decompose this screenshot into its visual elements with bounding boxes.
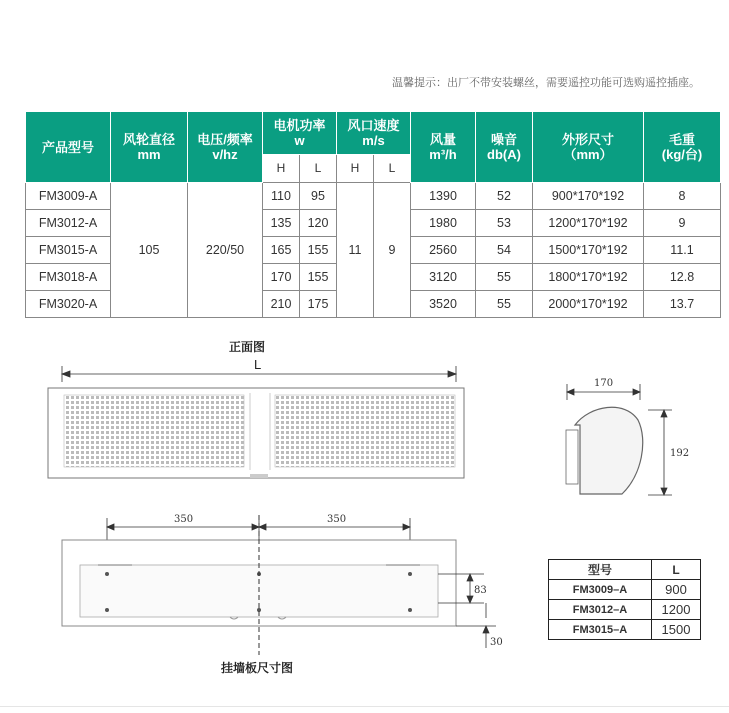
header-noise: 噪音 db(A): [476, 112, 533, 183]
spacing-left-label: 350: [174, 514, 194, 525]
header-power-l: L: [300, 154, 337, 182]
cell-power-h: 135: [263, 210, 300, 237]
cell-power-l: 155: [300, 237, 337, 264]
cell-airflow: 1390: [411, 183, 476, 210]
technical-drawing: [0, 330, 729, 706]
cell-airflow: 3520: [411, 291, 476, 318]
cell-size: 900*170*192: [533, 183, 644, 210]
cell-model: FM3012-A: [26, 210, 111, 237]
mini-cell-l: 900: [652, 580, 701, 600]
front-dim-label: L: [254, 357, 262, 372]
front-view-title: 正面图: [229, 340, 266, 354]
cell-noise: 55: [476, 264, 533, 291]
header-speed-l: L: [374, 154, 411, 182]
mini-header-l: L: [652, 560, 701, 580]
header-voltage: 电压/频率 v/hz: [188, 112, 263, 183]
cell-model: FM3015-A: [26, 237, 111, 264]
header-wheel: 风轮直径 mm: [111, 112, 188, 183]
cell-size: 2000*170*192: [533, 291, 644, 318]
table-row: [549, 580, 701, 600]
spec-table: [25, 111, 721, 318]
table-row: [549, 620, 701, 640]
mini-header-model: 型号: [549, 560, 652, 580]
mini-cell-l: 1500: [652, 620, 701, 640]
header-speed: 风口速度 m/s: [337, 112, 411, 155]
header-airflow: 风量 m³/h: [411, 112, 476, 183]
cell-power-l: 95: [300, 183, 337, 210]
cell-model: FM3009-A: [26, 183, 111, 210]
side-view: [566, 384, 672, 495]
cell-power-h: 210: [263, 291, 300, 318]
cell-wheel: 105: [111, 183, 188, 318]
side-height-label: 192: [670, 448, 690, 459]
cell-weight: 8: [644, 183, 721, 210]
cell-noise: 54: [476, 237, 533, 264]
cell-airflow: 3120: [411, 264, 476, 291]
model-length-table: [548, 559, 701, 640]
cell-weight: 11.1: [644, 237, 721, 264]
cell-speed-l: 9: [374, 183, 411, 318]
spacing-right-label: 350: [327, 514, 347, 525]
cell-size: 1800*170*192: [533, 264, 644, 291]
cell-noise: 55: [476, 291, 533, 318]
cell-noise: 53: [476, 210, 533, 237]
cell-noise: 52: [476, 183, 533, 210]
table-row: [549, 600, 701, 620]
dim-30-label: 30: [490, 637, 503, 648]
cell-airflow: 2560: [411, 237, 476, 264]
side-width-label: 170: [594, 378, 614, 389]
table-row: [26, 183, 721, 210]
bottom-divider: [0, 706, 729, 707]
header-speed-h: H: [337, 154, 374, 182]
install-note: 温馨提示：出厂不带安装螺丝，需要遥控功能可选购遥控插座。: [392, 76, 700, 89]
cell-weight: 13.7: [644, 291, 721, 318]
cell-power-l: 120: [300, 210, 337, 237]
header-model: 产品型号: [26, 112, 111, 183]
cell-power-l: 175: [300, 291, 337, 318]
wall-plate-view: [62, 515, 456, 655]
mini-cell-model: FM3015–A: [549, 620, 652, 640]
header-power: 电机功率 w: [263, 112, 337, 155]
cell-size: 1200*170*192: [533, 210, 644, 237]
cell-voltage: 220/50: [188, 183, 263, 318]
front-view: [48, 388, 464, 478]
mini-cell-model: FM3012–A: [549, 600, 652, 620]
wall-plate-title: 挂墙板尺寸图: [221, 661, 294, 675]
mini-cell-l: 1200: [652, 600, 701, 620]
cell-size: 1500*170*192: [533, 237, 644, 264]
cell-airflow: 1980: [411, 210, 476, 237]
cell-power-h: 170: [263, 264, 300, 291]
cell-model: FM3018-A: [26, 264, 111, 291]
cell-weight: 9: [644, 210, 721, 237]
cell-power-h: 110: [263, 183, 300, 210]
cell-power-h: 165: [263, 237, 300, 264]
cell-speed-h: 11: [337, 183, 374, 318]
dim-83-label: 83: [474, 585, 487, 596]
cell-weight: 12.8: [644, 264, 721, 291]
header-weight: 毛重 (kg/台): [644, 112, 721, 183]
header-size: 外形尺寸 （mm）: [533, 112, 644, 183]
header-power-h: H: [263, 154, 300, 182]
cell-power-l: 155: [300, 264, 337, 291]
mini-cell-model: FM3009–A: [549, 580, 652, 600]
cell-model: FM3020-A: [26, 291, 111, 318]
